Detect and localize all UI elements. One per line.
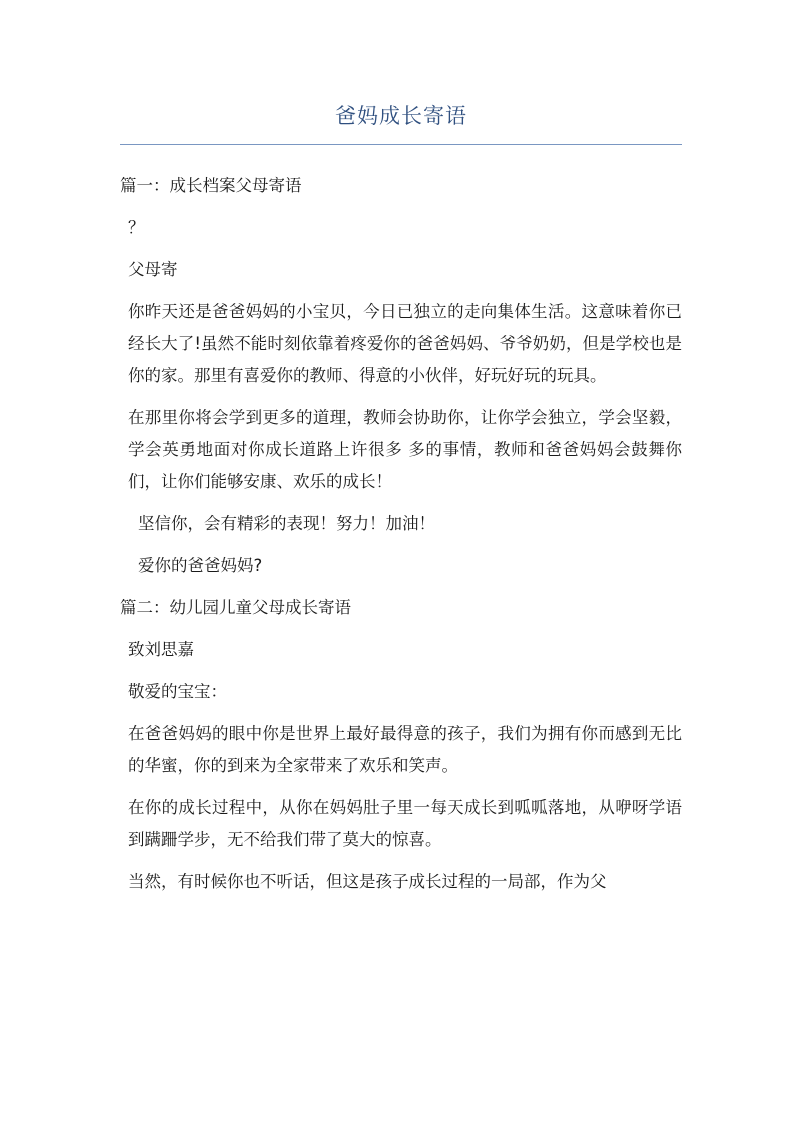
document-title: 爸妈成长寄语 (335, 104, 467, 128)
paragraph: 坚信你，会有精彩的表现！努力！加油！ (138, 514, 435, 533)
paragraph: 爱你的爸爸妈妈? (138, 556, 263, 575)
paragraph: 在那里你将会学到更多的道理，教师会协助你，让你学会独立，学会坚毅，学会英勇地面对你成长道路上许很多 多的事情，教师和爸爸妈妈会鼓舞你们，让你们能够安康、欢乐的成长！ (128, 408, 682, 491)
section-heading-2: 篇二：幼儿园儿童父母成长寄语 (120, 598, 351, 617)
document-body (120, 170, 682, 908)
paragraph: 你昨天还是爸爸妈妈的小宝贝，今日已独立的走向集体生活。这意味着你已经长大了!虽然不能时刻依靠着疼爱你的爸爸妈妈、爷爷奶奶，但是学校也是你的家。那里有喜爱你的教师、得意的小伙伴，好玩好玩的玩具。 (128, 302, 682, 385)
paragraph: 在你的成长过程中，从你在妈妈肚子里一每天成长到呱呱落地，从咿呀学语到蹒跚学步，无不给我们带了莫大的惊喜。 (128, 798, 682, 849)
paragraph: 致刘思嘉 (128, 640, 194, 659)
paragraph: 在爸爸妈妈的眼中你是世界上最好最得意的孩子，我们为拥有你而感到无比的华蜜，你的到来为全家带来了欢乐和笑声。 (128, 724, 682, 775)
paragraph: 当然，有时候你也不听话，但这是孩子成长过程的一局部，作为父 (128, 872, 607, 891)
title-divider (120, 144, 682, 145)
paragraph: 敬爱的宝宝： (128, 682, 227, 701)
paragraph: 父母寄 (128, 260, 178, 279)
paragraph: ？ (128, 218, 145, 237)
section-heading-1: 篇一：成长档案父母寄语 (120, 176, 302, 195)
